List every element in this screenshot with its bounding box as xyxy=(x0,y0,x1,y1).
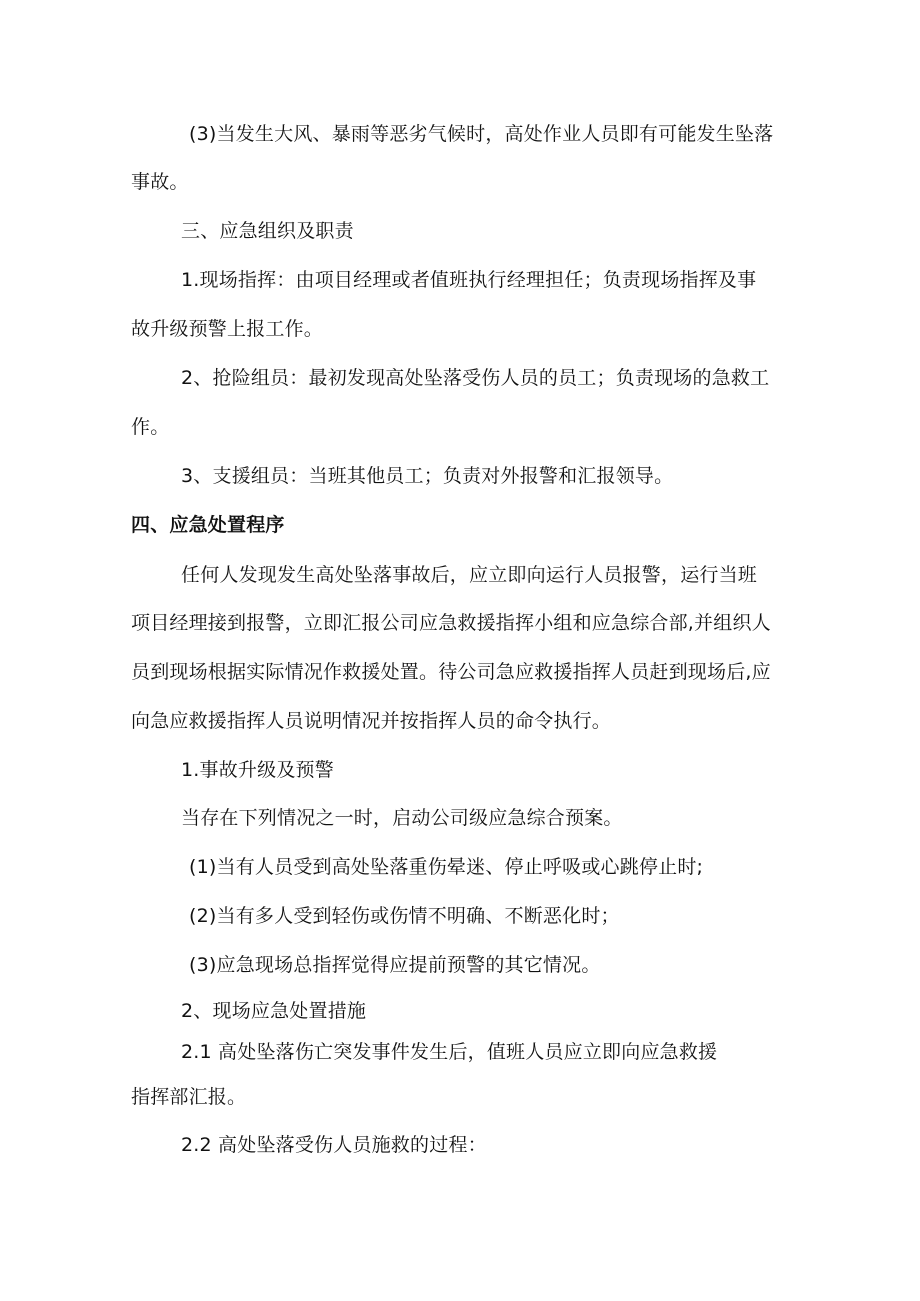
paragraph-line: (3)当发生大风、暴雨等恶劣气候时，高处作业人员即有可能发生坠落 xyxy=(189,123,774,145)
paragraph-line: 2.2 高处坠落受伤人员施救的过程： xyxy=(181,1134,487,1156)
paragraph-line: 指挥部汇报。 xyxy=(131,1086,247,1108)
paragraph-line: 3、支援组员：当班其他员工；负责对外报警和汇报领导。 xyxy=(181,465,674,487)
paragraph-line: 2、抢险组员：最初发现高处坠落受伤人员的员工；负责现场的急救工 xyxy=(181,367,770,389)
paragraph-line: 当存在下列情况之一时，启动公司级应急综合预案。 xyxy=(181,807,623,829)
paragraph-line: 任何人发现发生高处坠落事故后，应立即向运行人员报警，运行当班 xyxy=(181,564,758,586)
paragraph-line: 作。 xyxy=(131,416,170,438)
section-heading-bold: 四、应急处置程序 xyxy=(131,514,285,536)
paragraph-line: 故升级预警上报工作。 xyxy=(131,318,324,340)
section-heading: 三、应急组织及职责 xyxy=(181,220,354,242)
paragraph-line: 事故。 xyxy=(131,171,189,193)
paragraph-line: 1.现场指挥：由项目经理或者值班执行经理担任；负责现场指挥及事 xyxy=(181,269,757,291)
paragraph-line: 向急应救援指挥人员说明情况并按指挥人员的命令执行。 xyxy=(131,710,612,732)
subsection-heading: 1.事故升级及预警 xyxy=(181,759,334,781)
list-item: (1)当有人员受到高处坠落重伤晕迷、停止呼吸或心跳停止时; xyxy=(189,856,704,878)
paragraph-line: 项目经理接到报警，立即汇报公司应急救援指挥小组和应急综合部,并组织人 xyxy=(131,612,771,634)
paragraph-line: 员到现场根据实际情况作救援处置。待公司急应救援指挥人员赶到现场后,应 xyxy=(131,661,771,683)
list-item: (2)当有多人受到轻伤或伤情不明确、不断恶化时； xyxy=(189,905,620,927)
subsection-heading: 2、现场应急处置措施 xyxy=(181,1000,367,1022)
list-item: (3)应急现场总指挥觉得应提前预警的其它情况。 xyxy=(189,954,601,976)
paragraph-line: 2.1 高处坠落伤亡突发事件发生后，值班人员应立即向应急救援 xyxy=(181,1041,718,1063)
